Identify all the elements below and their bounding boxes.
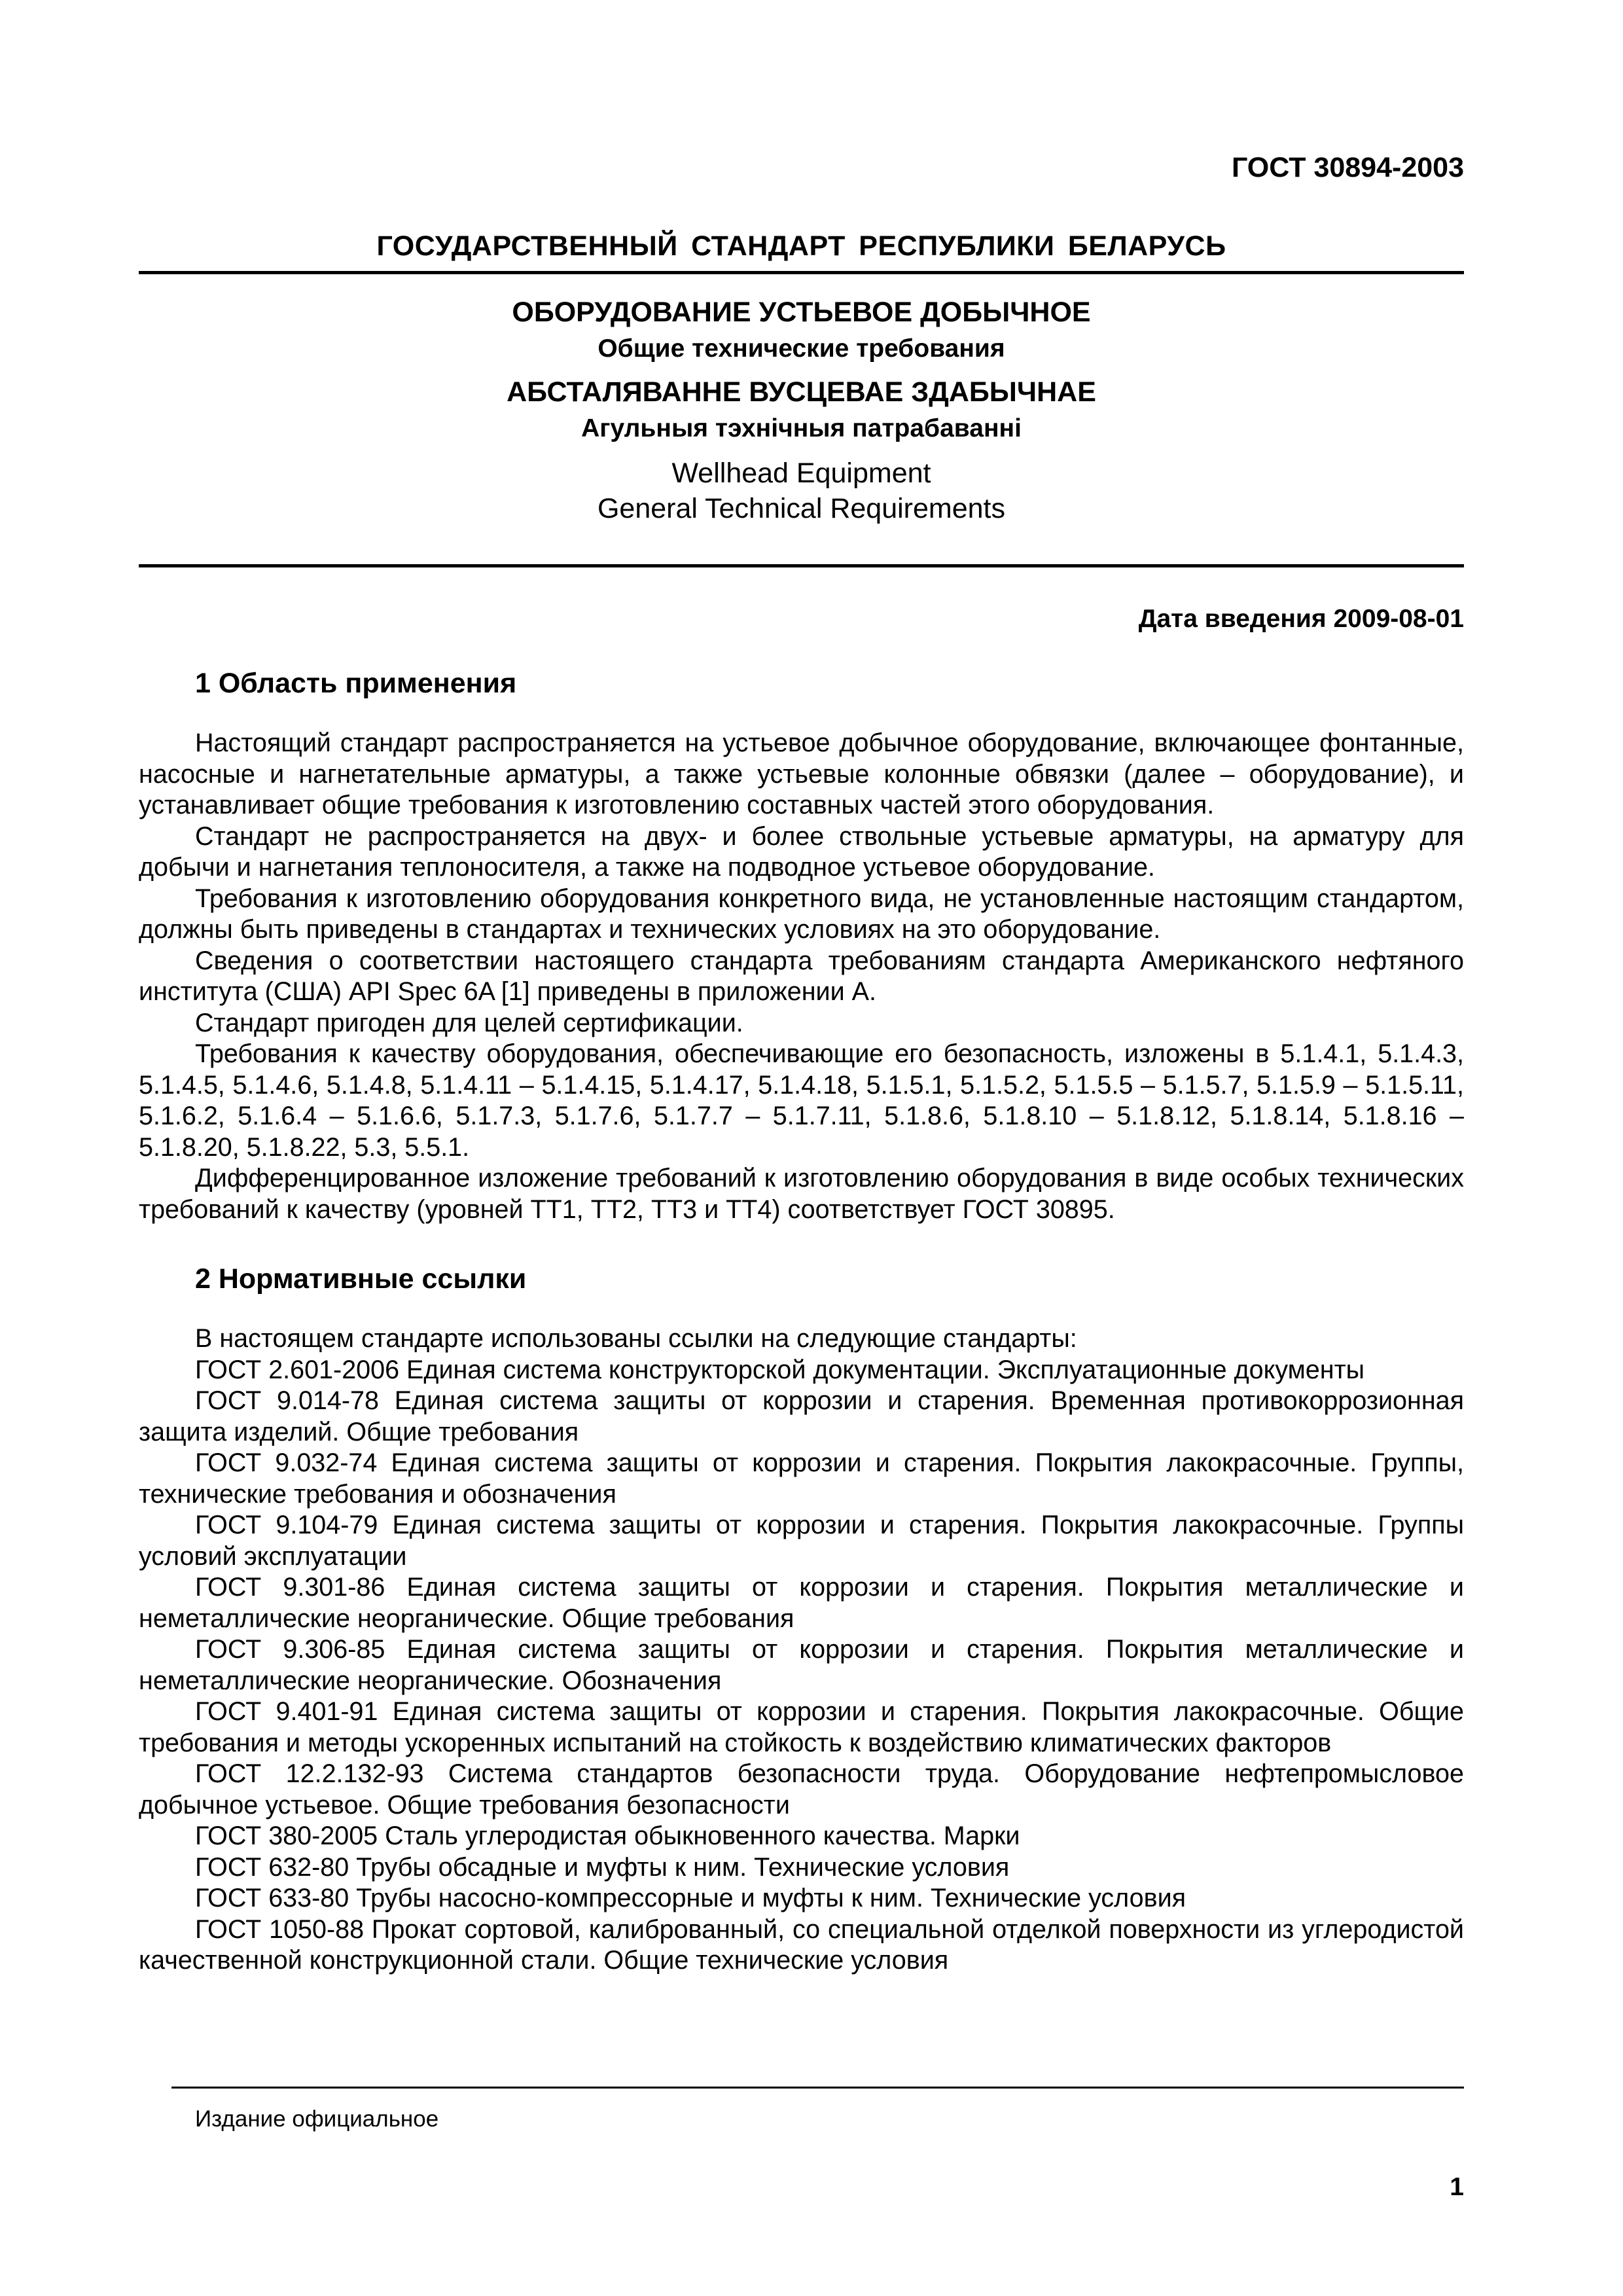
- paragraph: Сведения о соответствии настоящего стандарта требованиям стандарта Американского нефтяного института (США) API Spec 6A [1] приведены в приложении А.: [139, 946, 1464, 1006]
- reference-item: ГОСТ 9.306-85 Единая система защиты от коррозии и старения. Покрытия металлические и неметаллические неорганические. Обозначения: [139, 1635, 1464, 1695]
- paragraph: Стандарт пригоден для целей сертификации.: [195, 1008, 743, 1037]
- section-1-heading: 1 Область применения: [195, 668, 517, 699]
- title-divider: [139, 564, 1464, 567]
- subtitle-ru: Общие технические требования: [597, 334, 1005, 363]
- paragraph: Дифференцированное изложение требований к изготовлению оборудования в виде особых технических требований к качеству (уровней ТТ1, ТТ2, ТТ3 и ТТ4) соответствует ГОСТ 30895.: [139, 1164, 1464, 1224]
- edition-note: Издание официальное: [195, 2106, 439, 2132]
- title-block: [139, 293, 1464, 526]
- reference-item: ГОСТ 2.601-2006 Единая система конструкторской документации. Эксплуатационные документы: [195, 1355, 1365, 1384]
- reference-item: ГОСТ 9.301-86 Единая система защиты от коррозии и старения. Покрытия металлические и неметаллические неорганические. Общие требования: [139, 1573, 1464, 1633]
- reference-item: ГОСТ 9.014-78 Единая система защиты от коррозии и старения. Временная противокоррозионная защита изделий. Общие требования: [139, 1386, 1464, 1446]
- reference-item: ГОСТ 633-80 Трубы насосно-компрессорные и муфты к ним. Технические условия: [195, 1884, 1186, 1912]
- page-number: 1: [1450, 2173, 1464, 2201]
- paragraph: В настоящем стандарте использованы ссылки на следующие стандарты:: [195, 1324, 1077, 1353]
- reference-item: ГОСТ 9.401-91 Единая система защиты от коррозии и старения. Покрытия лакокрасочные. Общие требования и методы ускоренных испытаний на стойкость к воздействию климатических факторов: [139, 1697, 1464, 1757]
- title-ru: ОБОРУДОВАНИЕ УСТЬЕВОЕ ДОБЫЧНОЕ: [512, 296, 1091, 328]
- title-en: Wellhead Equipment: [671, 457, 931, 489]
- reference-item: ГОСТ 9.104-79 Единая система защиты от коррозии и старения. Покрытия лакокрасочные. Группы условий эксплуатации: [139, 1511, 1464, 1571]
- section-1-body: [139, 728, 1464, 1225]
- document-page: [139, 0, 1464, 2296]
- paragraph: Стандарт не распространяется на двух- и более ствольные устьевые арматуры, на арматуру для добычи и нагнетания теплоносителя, а также на подводное устьевое оборудование.: [139, 821, 1464, 882]
- section-2-heading: 2 Нормативные ссылки: [195, 1263, 527, 1295]
- reference-item: ГОСТ 9.032-74 Единая система защиты от коррозии и старения. Покрытия лакокрасочные. Группы, технические требования и обозначения: [139, 1448, 1464, 1509]
- reference-item: ГОСТ 12.2.132-93 Система стандартов безопасности труда. Оборудование нефтепромысловое добычное устьевое. Общие требования безопасности: [139, 1759, 1464, 1820]
- reference-item: ГОСТ 1050-88 Прокат сортовой, калиброванный, со специальной отделкой поверхности из углеродистой качественной конструкционной стали. Общие технические условия: [139, 1914, 1464, 1975]
- reference-item: ГОСТ 380-2005 Сталь углеродистая обыкновенного качества. Марки: [195, 1821, 1020, 1850]
- doc-number: ГОСТ 30894-2003: [1231, 152, 1464, 183]
- subtitle-by: Агульныя тэхнічныя патрабаванні: [581, 414, 1022, 442]
- footnote-divider: [171, 2087, 1464, 2089]
- paragraph: Настоящий стандарт распространяется на устьевое добычное оборудование, включающее фонтанные, насосные и нагнетательные арматуры, а также устьевые колонные обвязки (далее – оборудование), и устанавливает общие требования к изготовлению составных частей этого оборудования.: [139, 728, 1464, 819]
- paragraph: Требования к качеству оборудования, обеспечивающие его безопасность, изложены в 5.1.4.1, 5.1.4.3, 5.1.4.5, 5.1.4.6, 5.1.4.8, 5.1.4.11 – 5.1.4.15, 5.1.4.17, 5.1.4.18, 5.1.5.1, 5.1.5.2, 5.1.5.5 – 5.1.5.7, 5.1.5.9 – 5.1.5.11, 5.1.6.2, 5.1.6.4 – 5.1.6.6, 5.1.7.3, 5.1.7.6, 5.1.7.7 – 5.1.7.11, 5.1.8.6, 5.1.8.10 – 5.1.8.12, 5.1.8.14, 5.1.8.16 – 5.1.8.20, 5.1.8.22, 5.3, 5.5.1.: [139, 1039, 1464, 1162]
- state-standard-title: ГОСУДАРСТВЕННЫЙ СТАНДАРТ РЕСПУБЛИКИ БЕЛАРУСЬ: [376, 230, 1226, 262]
- paragraph: Требования к изготовлению оборудования конкретного вида, не установленные настоящим стандартом, должны быть приведены в стандартах и технических условиях на это оборудование.: [139, 884, 1464, 944]
- intro-date: Дата введения 2009-08-01: [1138, 605, 1464, 633]
- reference-item: ГОСТ 632-80 Трубы обсадные и муфты к ним. Технические условия: [195, 1852, 1010, 1882]
- section-2-body: [139, 1323, 1464, 1977]
- top-divider: [139, 271, 1464, 274]
- title-by: АБСТАЛЯВАННЕ ВУСЦЕВАЕ ЗДАБЫЧНАЕ: [507, 376, 1096, 408]
- subtitle-en: General Technical Requirements: [597, 493, 1006, 524]
